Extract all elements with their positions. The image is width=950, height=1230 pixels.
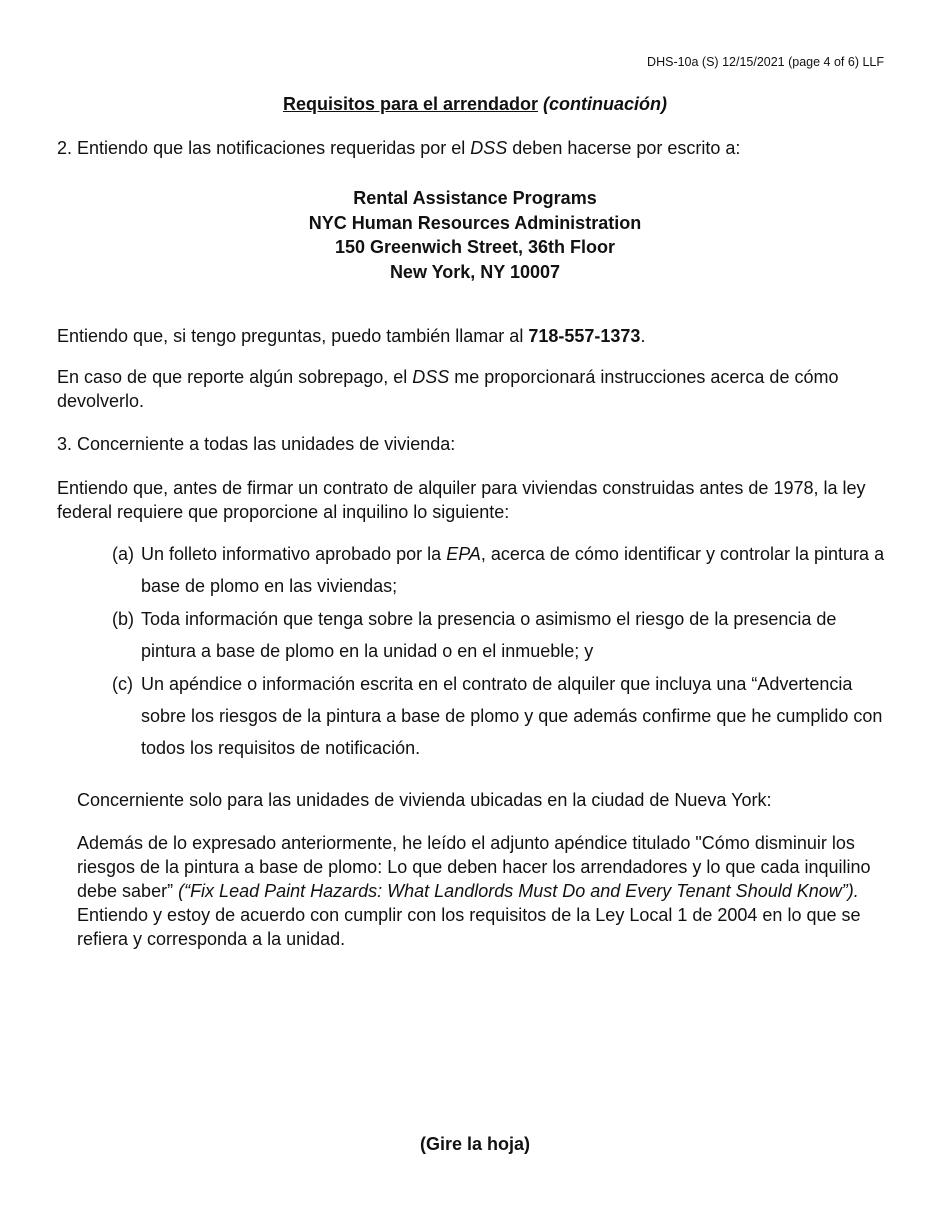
epa-term: EPA	[446, 544, 481, 564]
requirements-list	[112, 538, 892, 765]
item-2-text-end: deben hacerse por escrito a:	[507, 138, 741, 158]
overpayment-paragraph	[57, 365, 897, 413]
mailing-address	[0, 186, 950, 284]
phone-text-end: .	[640, 326, 646, 346]
overpay-text: En caso de que reporte algún sobrepago, el	[57, 367, 413, 387]
turn-page-note: (Gire la hoja)	[419, 1134, 531, 1154]
overpay-text-end: me proporcionará instrucciones acerca de cómo devolverlo.	[57, 367, 839, 411]
appendix-text: Además de lo expresado anteriormente, he leído el adjunto apéndice titulado "Cómo disminuir los riesgos de la pintura a base de plomo: Lo que deben hacer los arrendadores y lo que cada inquilino debe saber”	[77, 833, 871, 901]
lead-paint-appendix-paragraph	[77, 831, 892, 951]
list-item-a	[112, 538, 892, 602]
dss-term: DSS	[412, 367, 450, 387]
list-text: Un folleto informativo aprobado por la EPA, acerca de cómo identificar y controlar la pintura a base de plomo en las viviendas;	[141, 544, 885, 596]
dss-term: DSS	[470, 138, 508, 158]
phone-text: Entiendo que, si tengo preguntas, puedo también llamar al	[57, 326, 529, 346]
address-line-4: New York, NY 10007	[389, 261, 561, 282]
list-text: Un apéndice o información escrita en el contrato de alquiler que incluya una “Advertencia sobre los riesgos de la pintura a base de plomo y que además confirme que he cumplido con todos los requisitos de notificación.	[141, 674, 883, 758]
list-text: Toda información que tenga sobre la presencia o asimismo el riesgo de la presencia de pintura a base de plomo en la unidad o en el inmueble; y	[141, 609, 837, 661]
list-item-c	[112, 668, 892, 764]
list-marker: (a)	[112, 544, 134, 564]
phone-paragraph	[57, 324, 897, 348]
nyc-only-heading: Concerniente solo para las unidades de vivienda ubicadas en la ciudad de Nueva York:	[77, 790, 772, 810]
federal-requirement-paragraph: Entiendo que, antes de firmar un contrato de alquiler para viviendas construidas antes de 1978, la ley federal requiere que proporcione al inquilino lo siguiente:	[57, 478, 866, 522]
appendix-text-end: Entiendo y estoy de acuerdo con cumplir con los requisitos de la Ley Local 1 de 2004 en lo que se refiera y corresponda a la unidad.	[77, 905, 861, 949]
address-line-3: 150 Greenwich Street, 36th Floor	[334, 237, 616, 258]
address-line-2: NYC Human Resources Administration	[308, 212, 642, 233]
item-3-heading: 3. Concerniente a todas las unidades de vivienda:	[57, 434, 456, 454]
list-item-b	[112, 603, 892, 667]
list-marker: (c)	[112, 674, 133, 694]
item-2-text: 2. Entiendo que las notificaciones requeridas por el	[57, 138, 471, 158]
title-continuation: (continuación)	[543, 94, 668, 114]
address-line-1: Rental Assistance Programs	[353, 188, 597, 208]
list-marker: (b)	[112, 609, 134, 629]
form-id: DHS-10a (S) 12/15/2021 (page 4 of 6) LLF	[647, 55, 884, 69]
item-2-paragraph	[57, 136, 897, 160]
page-title	[0, 94, 950, 115]
title-main: Requisitos para el arrendador	[282, 94, 539, 114]
appendix-english-title: (“Fix Lead Paint Hazards: What Landlords Must Do and Every Tenant Should Know”).	[178, 881, 859, 901]
phone-number: 718-557-1373	[528, 326, 641, 346]
